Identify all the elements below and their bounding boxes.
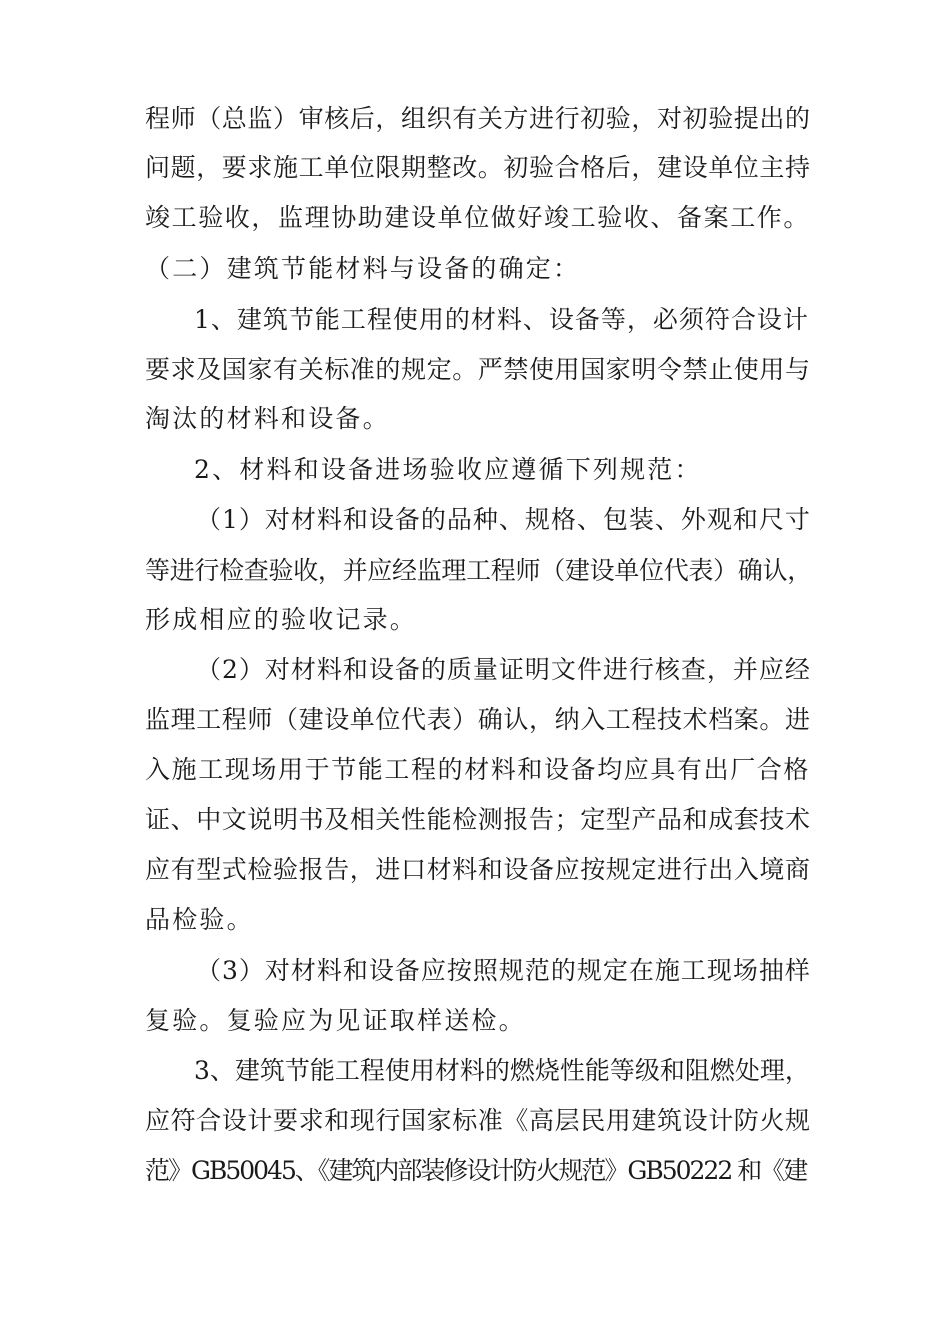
text-line-14: 入施工现场用于节能工程的材料和设备均应具有出厂合格	[145, 755, 811, 784]
text-line-10: 等进行检查验收，并应经监理工程师（建设单位代表）确认，	[145, 556, 812, 585]
text-line-5: 1、建筑节能工程使用的材料、设备等，必须符合设计	[194, 305, 809, 334]
text-line-7: 淘汰的材料和设备。	[145, 404, 390, 433]
text-line-22: 范》GB50045、《建筑内部装修设计防火规范》GB50222 和《建	[145, 1156, 807, 1185]
text-line-2: 问题，要求施工单位限期整改。初验合格后，建设单位主持	[145, 153, 811, 182]
text-line-1: 程师（总监）审核后，组织有关方进行初验，对初验提出的	[145, 104, 811, 133]
text-line-18: （3）对材料和设备应按照规范的规定在施工现场抽样	[196, 956, 811, 985]
text-line-12: （2）对材料和设备的质量证明文件进行核查，并应经	[196, 655, 811, 684]
text-line-8: 2、材料和设备进场验收应遵循下列规范：	[194, 455, 702, 484]
text-line-3: 竣工验收，监理协助建设单位做好竣工验收、备案工作。	[145, 203, 811, 232]
section-heading: （二）建筑节能材料与设备的确定：	[145, 254, 581, 283]
text-line-17: 品检验。	[145, 905, 254, 934]
text-line-16: 应有型式检验报告，进口材料和设备应按规定进行出入境商	[145, 855, 811, 884]
text-line-9: （1）对材料和设备的品种、规格、包装、外观和尺寸	[196, 505, 811, 534]
text-line-20: 3、建筑节能工程使用材料的燃烧性能等级和阻燃处理，	[194, 1056, 810, 1085]
text-line-6: 要求及国家有关标准的规定。严禁使用国家明令禁止使用与	[145, 355, 811, 384]
text-line-21: 应符合设计要求和现行国家标准《高层民用建筑设计防火规	[145, 1106, 811, 1135]
text-line-11: 形成相应的验收记录。	[145, 605, 418, 634]
text-line-19: 复验。复验应为见证取样送检。	[145, 1006, 526, 1035]
text-line-15: 证、中文说明书及相关性能检测报告；定型产品和成套技术	[145, 805, 811, 834]
text-line-13: 监理工程师（建设单位代表）确认，纳入工程技术档案。进	[145, 705, 811, 734]
